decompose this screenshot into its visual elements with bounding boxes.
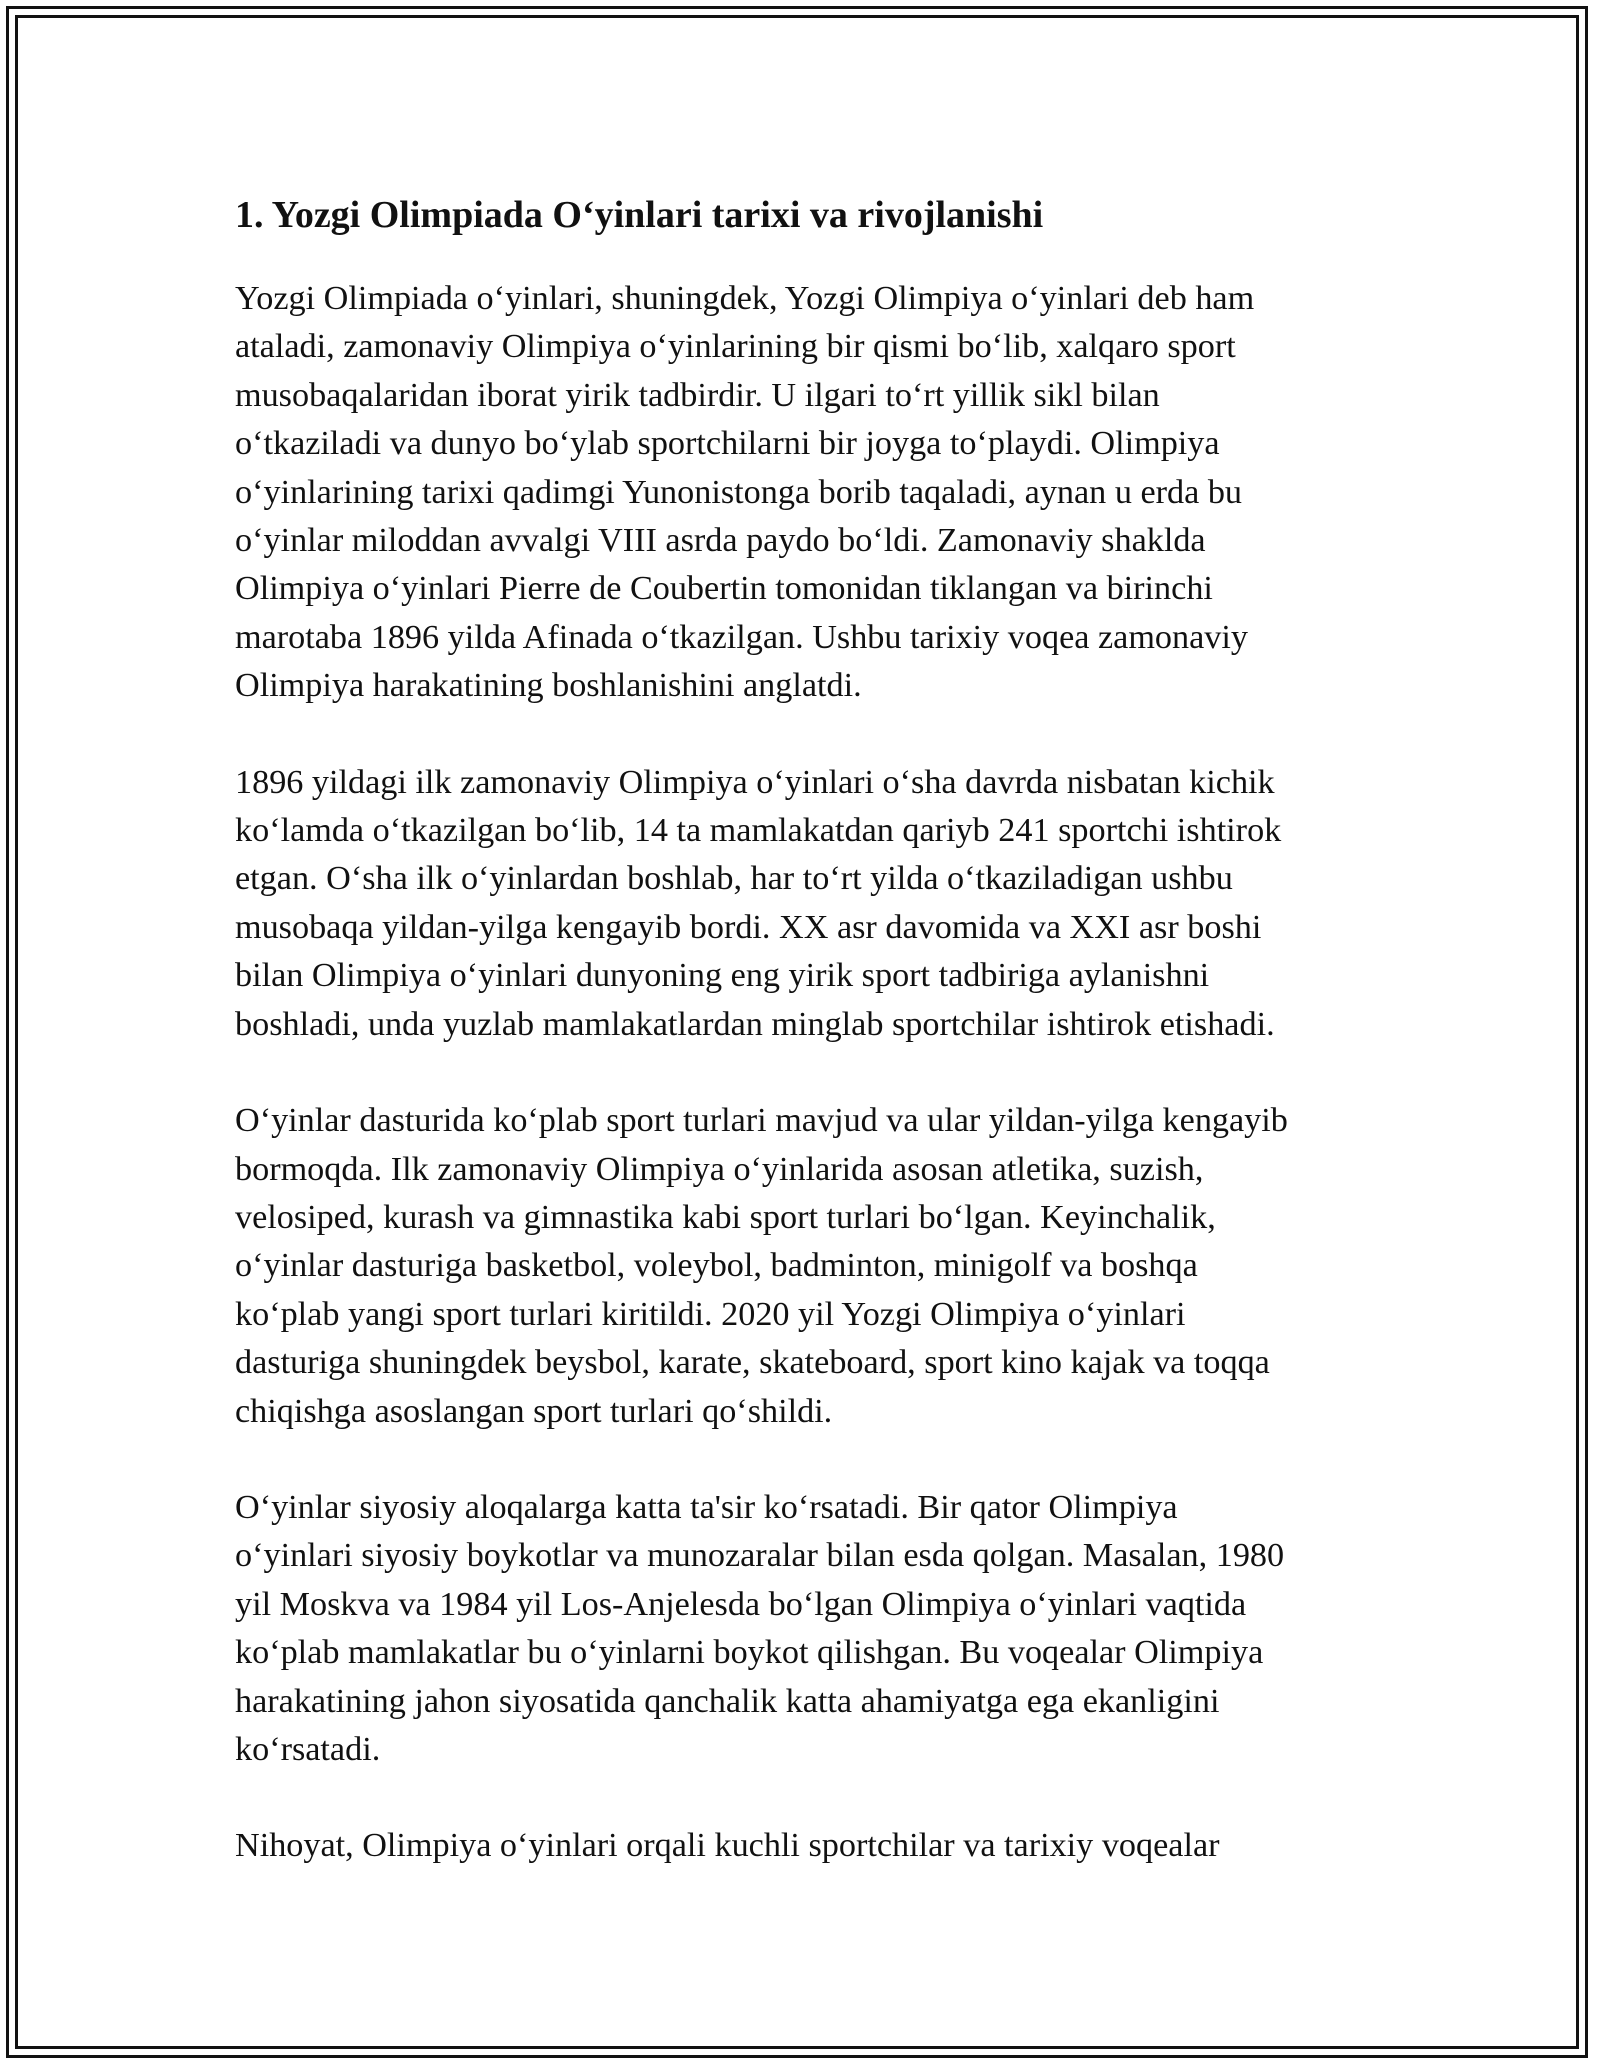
text-line: bilan Olimpiya o‘yinlari dunyoning eng yirik sport tadbiriga aylanishni (235, 957, 1210, 995)
text-line: Olimpiya harakatining boshlanishini anglatdi. (235, 667, 862, 705)
text-line: etgan. O‘sha ilk o‘yinlardan boshlab, har to‘rt yilda o‘tkaziladigan ushbu (235, 860, 1233, 898)
text-line: ataladi, zamonaviy Olimpiya o‘yinlarining bir qismi bo‘lib, xalqaro sport (235, 328, 1236, 366)
text-line: musobaqalaridan iborat yirik tadbirdir. U ilgari to‘rt yillik sikl bilan (235, 376, 1160, 414)
text-line: marotaba 1896 yilda Afinada o‘tkazilgan. Ushbu tarixiy voqea zamonaviy (235, 618, 1248, 656)
text-line: O‘yinlar dasturida ko‘plab sport turlari mavjud va ular yildan-yilga kengayib (235, 1102, 1288, 1140)
section-heading: 1. Yozgi Olimpiada O‘yinlari tarixi va rivojlanishi (235, 194, 1044, 236)
text-line: o‘tkaziladi va dunyo bo‘ylab sportchilarni bir joyga to‘playdi. Olimpiya (235, 425, 1220, 463)
text-line: ko‘rsatadi. (235, 1730, 381, 1768)
text-line: o‘yinlar dasturiga basketbol, voleybol, badminton, minigolf va boshqa (235, 1247, 1198, 1285)
text-line: Nihoyat, Olimpiya o‘yinlari orqali kuchli sportchilar va tarixiy voqealar (235, 1827, 1220, 1865)
text-line: o‘yinlar miloddan avvalgi VIII asrda paydo bo‘ldi. Zamonaviy shaklda (235, 522, 1206, 560)
paragraph-1 (235, 275, 1375, 711)
text-line: O‘yinlar siyosiy aloqalarga katta ta'sir ko‘rsatadi. Bir qator Olimpiya (235, 1488, 1178, 1526)
text-line: musobaqa yildan-yilga kengayib bordi. XX asr davomida va XXI asr boshi (235, 908, 1262, 946)
paragraph-2 (235, 759, 1375, 1049)
text-line: ko‘plab yangi sport turlari kiritildi. 2020 yil Yozgi Olimpiya o‘yinlari (235, 1295, 1186, 1333)
document-body (235, 185, 1375, 1919)
text-line: ko‘plab mamlakatlar bu o‘yinlarni boykot qilishgan. Bu voqealar Olimpiya (235, 1634, 1264, 1672)
text-line: bormoqda. Ilk zamonaviy Olimpiya o‘yinlarida asosan atletika, suzish, (235, 1150, 1204, 1188)
text-line: dasturiga shuningdek beysbol, karate, skateboard, sport kino kajak va toqqa (235, 1344, 1270, 1382)
text-line: 1896 yildagi ilk zamonaviy Olimpiya o‘yinlari o‘sha davrda nisbatan kichik (235, 763, 1275, 801)
text-line: Yozgi Olimpiada o‘yinlari, shuningdek, Yozgi Olimpiya o‘yinlari deb ham (235, 280, 1255, 317)
text-line: boshladi, unda yuzlab mamlakatlardan minglab sportchilar ishtirok etishadi. (235, 1005, 1275, 1043)
paragraph-4 (235, 1484, 1375, 1774)
text-line: yil Moskva va 1984 yil Los-Anjelesda bo‘lgan Olimpiya o‘yinlari vaqtida (235, 1585, 1247, 1623)
text-line: Olimpiya o‘yinlari Pierre de Coubertin tomonidan tiklangan va birinchi (235, 570, 1213, 608)
text-line: harakatining jahon siyosatida qanchalik katta ahamiyatga ega ekanligini (235, 1682, 1220, 1720)
text-line: ko‘lamda o‘tkazilgan bo‘lib, 14 ta mamlakatdan qariyb 241 sportchi ishtirok (235, 812, 1282, 850)
text-line: chiqishga asoslangan sport turlari qo‘shildi. (235, 1392, 833, 1430)
paragraph-3 (235, 1097, 1375, 1436)
text-line: velosiped, kurash va gimnastika kabi sport turlari bo‘lgan. Keyinchalik, (235, 1198, 1216, 1236)
paragraph-5 (235, 1822, 1375, 1870)
text-line: o‘yinlarining tarixi qadimgi Yunonistonga borib taqaladi, aynan u erda bu (235, 473, 1243, 511)
text-line: o‘yinlari siyosiy boykotlar va munozaralar bilan esda qolgan. Masalan, 1980 (235, 1537, 1285, 1575)
